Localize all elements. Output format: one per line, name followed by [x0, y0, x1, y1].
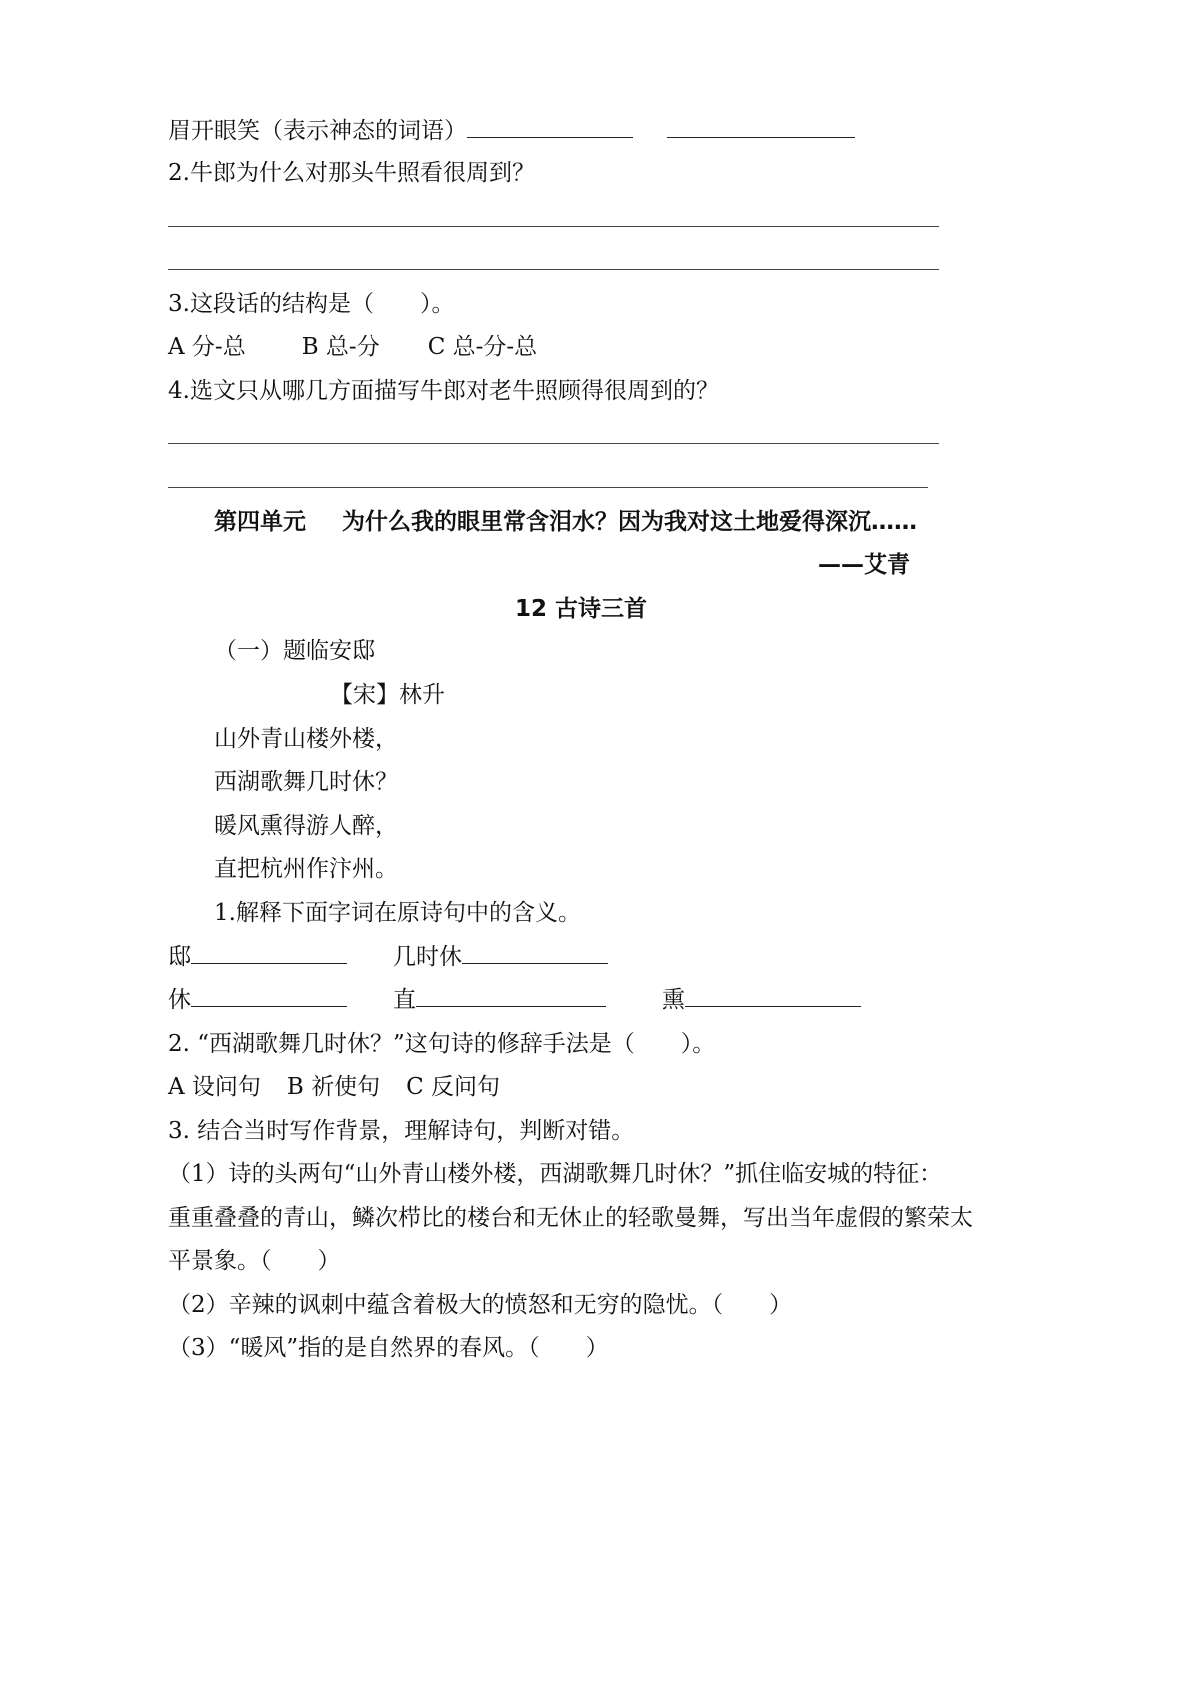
answer-blank[interactable] — [191, 984, 347, 1007]
option-c: C 总-分-总 — [427, 334, 538, 360]
vocab-word: 几时休 — [393, 944, 462, 970]
option-b: B 祈使句 — [286, 1074, 381, 1100]
lesson-question-1: 1.解释下面字词在原诗句中的含义。 — [214, 900, 581, 926]
judgement-item: （3）“暖风”指的是自然界的春风。（ ） — [168, 1335, 609, 1361]
lesson-title: 12 古诗三首 — [515, 596, 648, 622]
answer-blank[interactable] — [667, 115, 855, 138]
judgement-item: （1）诗的头两句“山外青山楼外楼，西湖歌舞几时休？”抓住临安城的特征： — [168, 1161, 943, 1187]
judgement-item: 重重叠叠的青山，鳞次栉比的楼台和无休止的轻歌曼舞，写出当年虚假的繁荣太 — [168, 1205, 973, 1231]
vocab-row-2 — [168, 984, 861, 1016]
vocab-word: 休 — [168, 987, 191, 1013]
poem-line: 山外青山楼外楼， — [214, 726, 398, 752]
option-c: C 反问句 — [406, 1074, 501, 1100]
question-3-options — [168, 331, 537, 363]
lesson-question-2-options — [168, 1071, 500, 1103]
poem-author: 【宋】林升 — [330, 682, 445, 708]
answer-line[interactable] — [168, 226, 939, 227]
poem-line: 直把杭州作汴州。 — [214, 856, 398, 882]
answer-blank[interactable] — [685, 984, 861, 1007]
vocab-word: 直 — [393, 987, 416, 1013]
judgement-item: （2）辛辣的讽刺中蕴含着极大的愤怒和无穷的隐忧。（ ） — [168, 1292, 793, 1318]
question-1-text: 眉开眼笑（表示神态的词语） — [168, 118, 467, 144]
question-3: 3.这段话的结构是（ ）。 — [168, 291, 455, 317]
answer-blank[interactable] — [191, 941, 347, 964]
vocab-word: 邸 — [168, 944, 191, 970]
poem-label: （一）题临安邸 — [214, 638, 375, 664]
answer-line[interactable] — [168, 443, 939, 444]
poem-line: 暖风熏得游人醉， — [214, 813, 398, 839]
poem-line: 西湖歌舞几时休？ — [214, 769, 398, 795]
question-1-line — [168, 115, 855, 147]
answer-blank[interactable] — [462, 941, 608, 964]
option-a: A 设问句 — [168, 1074, 261, 1100]
unit-title: 第四单元 — [214, 509, 306, 535]
option-a: A 分-总 — [168, 334, 246, 360]
answer-blank[interactable] — [416, 984, 606, 1007]
vocab-row-1 — [168, 941, 608, 973]
question-2: 2.牛郎为什么对那头牛照看很周到？ — [168, 160, 535, 186]
quote-author: ——艾青 — [818, 552, 910, 578]
vocab-word: 熏 — [662, 987, 685, 1013]
unit-quote: 为什么我的眼里常含泪水？因为我对这土地爱得深沉…… — [342, 509, 917, 535]
judgement-item: 平景象。（ ） — [168, 1248, 341, 1274]
option-b: B 总-分 — [301, 334, 380, 360]
lesson-question-3: 3. 结合当时写作背景，理解诗句，判断对错。 — [168, 1118, 635, 1144]
answer-line[interactable] — [168, 269, 939, 270]
unit-heading — [214, 506, 917, 538]
lesson-question-2: 2. “西湖歌舞几时休？”这句诗的修辞手法是（ ）。 — [168, 1031, 716, 1057]
question-4: 4.选文只从哪几方面描写牛郎对老牛照顾得很周到的？ — [168, 378, 719, 404]
answer-blank[interactable] — [467, 115, 633, 138]
answer-line[interactable] — [168, 487, 928, 488]
